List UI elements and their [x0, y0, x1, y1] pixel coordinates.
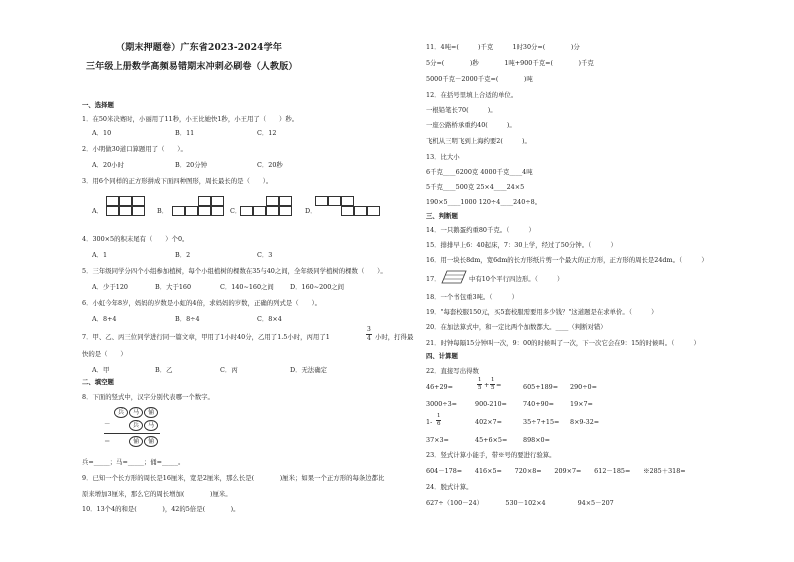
- q10: 10．13个4的和是( )，42的5倍是( )。: [82, 505, 240, 513]
- q2-opt-c: C．20秒: [257, 161, 283, 169]
- q9-part2: 原来增加3厘米，那么它的周长增加( )厘米。: [82, 490, 232, 498]
- q18: 18．一个书包重3吨。（ ）: [426, 293, 519, 301]
- q17-parallelogram-figure: [441, 270, 467, 284]
- q22-frac-b-den: 5: [491, 385, 495, 391]
- q22-r2-1: 3000÷3=: [426, 400, 458, 408]
- q12-a: 一根铅笔长70( )。: [426, 106, 497, 114]
- q4-opt-b: B．2: [175, 251, 191, 259]
- q2-opt-b: B．20分钟: [175, 161, 207, 169]
- q12-b: 一座公路桥承重约40( )。: [426, 121, 516, 129]
- q22-r1-2: 605+189=: [523, 383, 559, 391]
- q3: 3．用6个同样的正方形拼成下面四种图形，周长最长的是（ ）。: [82, 177, 273, 185]
- section-choice: 一、选择题: [82, 101, 114, 109]
- q8-top-2: 马: [129, 407, 143, 418]
- q16: 16．用一块长8dm，宽6dm的长方形纸片剪一个最大的正方形，正方形的周长是24dm。（ ）: [426, 256, 708, 264]
- q1: 1．在50米决赛时，小丽用了11秒，小王比她快1秒，小王用了（ ）秒。: [82, 115, 299, 123]
- q8-answer: 兵=_____；马=_____；俑=_____。: [82, 458, 185, 466]
- q2: 2．小明做30道口算题用了（ ）。: [82, 145, 187, 153]
- q22-r2-3: 740+90=: [523, 400, 555, 408]
- q6-opt-c: C．8×4: [257, 315, 282, 323]
- q13-a: 6千克____6200克 4000千克____4吨: [426, 168, 533, 176]
- q14: 14．一只鹅蛋约重80千克。（ ）: [426, 226, 535, 234]
- q7-opt-c: C．丙: [220, 366, 238, 374]
- q22-r3-2: 402×7=: [475, 418, 502, 426]
- q22-frac-a-den: 5: [478, 385, 482, 391]
- q15: 15．排排早上6：40起床，7：30上学，经过了50分钟。（ ）: [426, 241, 617, 249]
- q20: 20．在加法算式中，和一定比两个加数都大。____（判断对错）: [426, 323, 607, 331]
- q8-mid-1: 兵: [129, 420, 143, 431]
- q1-opt-b: B．11: [175, 129, 195, 137]
- q1-opt-c: C．12: [257, 129, 277, 137]
- q12-c: 飞机从三明飞到上海约要2( )。: [426, 137, 531, 145]
- q22: 22．直接写出得数: [426, 367, 479, 375]
- q8-top-3: 俑: [144, 407, 158, 418]
- q22-r3-frac-num: 1: [437, 413, 441, 419]
- q22-r4-1: 37×3=: [426, 436, 449, 444]
- q22-frac-eq: =: [496, 381, 502, 389]
- q22-r3-3: 35÷7+15=: [523, 418, 560, 426]
- q8-equals: ＝: [104, 437, 111, 445]
- q7-fraction-num: 3: [367, 326, 371, 333]
- q7-part2: 小时，打得最: [375, 333, 414, 341]
- q8-mid-2: 马: [144, 420, 158, 431]
- q8-minus: －: [104, 420, 111, 428]
- q3-label-a: A．: [92, 207, 104, 215]
- q22-r4-2: 45+6×5=: [475, 436, 508, 444]
- q7-part3: 快的是（ ）: [82, 350, 127, 358]
- q3-figure-b: [172, 196, 224, 216]
- q4-opt-c: C．3: [257, 251, 273, 259]
- q4: 4．300×5的积末尾有（ ）个0。: [82, 235, 189, 243]
- q6-opt-b: B．8÷4: [175, 315, 200, 323]
- q8-bot-1: 俑: [129, 436, 143, 447]
- q22-frac-plus: +: [484, 381, 490, 389]
- q13-b: 5千克____500克 25×4____24×5: [426, 183, 525, 191]
- section-fill: 二、填空题: [82, 378, 114, 386]
- q17-b: 中有10个平行四边形。（ ）: [469, 275, 564, 283]
- q3-figure-d: [315, 196, 380, 216]
- q8-bot-2: 俑: [144, 436, 158, 447]
- q23: 23．竖式计算小能手，带※号的要进行验算。: [426, 451, 556, 459]
- q1-opt-a: A．10: [92, 129, 112, 137]
- section-judge: 三、判断题: [426, 212, 458, 220]
- q22-r3-frac-den: 6: [437, 421, 441, 427]
- q24-items: 627÷（100－24） 530－102×4 94×5－207: [426, 499, 614, 507]
- q12: 12．在括号里填上合适的单位。: [426, 91, 518, 99]
- q7-fraction-den: 4: [367, 335, 371, 342]
- q7-opt-d: D．无法确定: [290, 366, 328, 374]
- q5-opt-b: B．大于160: [155, 283, 192, 291]
- q8: 8．下面的竖式中，汉字分别代表哪一个数字。: [82, 393, 214, 401]
- q22-r2-4: 19×7=: [570, 400, 593, 408]
- section-calc: 四、计算题: [426, 352, 458, 360]
- q22-r4-3: 898×0=: [523, 436, 550, 444]
- q11-a: 11．4吨=( )千克 1时30分=( )分: [426, 43, 580, 51]
- q24: 24．脱式计算。: [426, 483, 473, 491]
- q5: 5．三年级同学分四个小组参加植树，每个小组植树的棵数在35与40之间，全年级同学植树的棵数（ ）。: [82, 267, 387, 275]
- q7-part1: 7．甲、乙、丙三位同学进行同一篇文章，甲用了1小时40分，乙用了1.5小时，丙用了1: [82, 333, 330, 341]
- q3-label-b: B．: [157, 207, 169, 215]
- q22-r3-one: 1-: [426, 418, 433, 426]
- q8-top-1: 兵: [114, 407, 128, 418]
- q3-label-c: C．: [230, 207, 242, 215]
- q17-a: 17．: [426, 275, 441, 283]
- q3-figure-a: [106, 196, 145, 216]
- q6: 6．小虹今年8岁，妈妈的岁数是小虹的4倍，求妈妈的岁数，正确的列式是（ ）。: [82, 299, 322, 307]
- q6-opt-a: A．8+4: [92, 315, 117, 323]
- q4-opt-a: A．1: [92, 251, 108, 259]
- q19: 19．"每套校服150元，买5套校服需要用多少钱？"这道题是在求单价。（ ）: [426, 308, 658, 316]
- q13-c: 190×5____1000 120÷4____240÷8。: [426, 198, 542, 206]
- q22-r3-4: 8×9-32=: [570, 418, 600, 426]
- q5-opt-c: C．140~160之间: [220, 283, 274, 291]
- title-line1: （期末押题卷）广东省2023-2024学年: [116, 43, 283, 53]
- q21: 21．时钟每隔15分钟叫一次，9：00的时候叫了一次，下一次它会在9：15的时候叫。（ ）: [426, 339, 700, 347]
- q22-frac-b-num: 1: [491, 377, 495, 383]
- q5-opt-d: D．160~200之间: [290, 283, 345, 291]
- q7-opt-b: B．乙: [155, 366, 173, 374]
- q13: 13．比大小: [426, 153, 460, 161]
- q3-label-d: D．: [305, 207, 317, 215]
- q22-frac-a-num: 1: [478, 377, 482, 383]
- q7-opt-a: A．甲: [92, 366, 110, 374]
- q22-r2-2: 900-210=: [475, 400, 507, 408]
- q22-r1-3: 290÷0=: [570, 383, 597, 391]
- q9-part1: 9．已知一个长方形的周长是16厘米，宽是2厘米，那么长是( )厘米；如果一个正方形的每条边都比: [82, 474, 385, 482]
- q11-b: 5分=( )秒 1吨+900千克=( )千克: [426, 59, 594, 67]
- q23-items: 604－178= 416×5= 720×8= 209×7= 612－185= ※285＋318=: [426, 467, 686, 475]
- q2-opt-a: A．20小时: [92, 161, 124, 169]
- q3-figure-c: [240, 196, 292, 216]
- title-line2: 三年级上册数学高频易错期末冲刺必刷卷（人教版）: [86, 62, 298, 72]
- q11-c: 5000千克－2000千克=( )吨: [426, 75, 533, 83]
- q5-opt-a: A．少于120: [92, 283, 128, 291]
- q22-r1-1: 46+29=: [426, 383, 453, 391]
- q8-rule: [104, 433, 160, 434]
